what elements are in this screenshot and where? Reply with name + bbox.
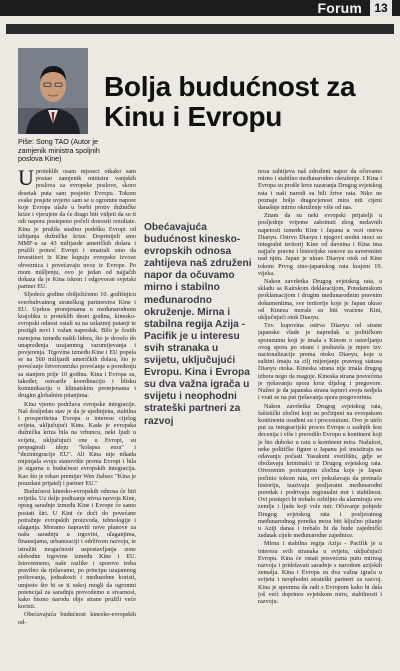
- paragraph: Mirna i stabilna regija Azija - Pacifik je u interesu svih stranaka u svijetu, uključujući Evropu. Kina će ostati posvećena putu mirnog razvoja i pridržavati saradnje s narodom azijskih zemalja. Kina i Evropa su dva važna igrača u svijetu i neophodni strateški partneri za razvoj. Kina je spremna da radi s Evropom kako bi dala još veći doprinos svjetskom miru, stabilnosti i razvoju.: [258, 540, 382, 605]
- article-column-1: [18, 168, 136, 664]
- paragraph: Obećavajuća budućnost kinesko-evropskih od-: [18, 611, 136, 626]
- paragraph: Nakon završetka Drugog svjetskog rata, fašistički zločini koji su počinjeni na evropskom kontinentu osuđeni su i procesuirani. Ovo je utrlo put za integracijski proces Evrope u zadnjih šest decenija i više i prerodilo Evropu u kontinent koji je bio duboko u ratu u kontinent mira. Nažalost, neke političke figure u Japanu još insistiraju na odavanju počasti Yasukuni svetilištu, gdje se obožavaju kriminalci iz Drugog svjetskog rata. Otvorenim poricanjem zločina koje je Japan počinio tokom rata, ovi pokušavaju da preinače historiju, izazivaju posljeratni međunarodni poredak i podrivaju regionalni mir i stabilnost. Ovi postupci bi trebalo ozbiljno da alarmiraju sve zemlje i ljude koji vole mir. Očuvanje pobjede Drugog svjetskog rata i posljeratnog međunarodnog poretka mora biti ključno pitanje u Aziji danas i trebalo bi da bude zajednički zadatak cijele međunarodne zajednice.: [258, 402, 382, 540]
- paragraph: nosa zahtijeva naš združeni napor da očuvamo mirno i stabilno međunarodno okruženje. I Kina i Evropa su prošle kroz razaranja Drugog svjetskog rata i naši narodi su bili žrtve rata. Niko ne poznaje bolje dragocjenost mira niti cijeni današnje mirno okruženje više od nas.: [258, 168, 382, 212]
- pull-quote: Obećavajuća budućnost kinesko-evropskih odnosa zahtijeva naš združeni napor da očuvamo mirno i stabilno međunarodno okruženje. Mirna i stabilna regija Azija - Pacifik je u interesu svih stranaka u svijetu, uključujući Evropu. Kina i Evropa su dva važna igrača u svijetu i neophodni strateški partneri za razvoj: [144, 222, 252, 427]
- paragraph: Tzv. kupovina ostrva Diaoyu od strane japanske vlade je napredak u političkom sporazumu koji je imala s Kinom o ostavljanju ovog spora po strani i poduzela je mjere tzv. nacionalizacije prema otoku Diaoyu, koje u suštini imaju za cilj mijenjanje pravnog statusa Diaoyu otoka. Kineska strana nije imala drugog izbora nego da reaguje. Kineska strana posvećena je rješavanju spora kroz dijalog i pregovore. Nužno je da japanska strana ispravi svoju nedjela i vrati se na put rješavanja spora pregovorima.: [258, 322, 382, 402]
- article-column-2: [258, 168, 382, 664]
- header-rule: [6, 24, 394, 34]
- author-portrait-icon: [18, 48, 88, 134]
- page-number: 13: [370, 0, 392, 16]
- paragraph: Sljedeće godine obilježićemo 10. godišnjicu sveobuhvatnog strateškog partnerstva Kine i EU. Uprkos promjenama u međunarodnom krajoliku u proteklih deset godina, kinesko-evropski odnosi ostali su na uzlaznoj putanji te postigli novi i važan napredak. Bilo je čestih razmjena između naših lidera, što je dovelo do unapređenja uzajamnog razumijevanja i povjerenja. Trgovina između Kine i EU popela se na 560 milijardi američkih dolara, što je povećanje četverostruko povećanje u poređenju sa stanjem prije 10 godina. Kina i Evropa su, također, ostvarile koordinaciju i blisku komunikaciju o klimatskim promjenama i drugim globalnim pitanjima.: [18, 291, 136, 400]
- author-photo: [18, 48, 88, 134]
- paragraph: Budućnost kinesko-evropskih odnosa će biti svijetla. Uz dalje podizanje nivoa razvoja Kine, opseg saradnje između Kine i Evrope će samo postati širi. U Kini će doći do povećane potražnje evropskih proizvoda, tehnologije i ulaganja. Moramo napraviti nove planove za našu saradnju u trgovini, ulaganjima, finansijama, urbanizaciji i održivom razvoju, te istražiti mogućnosti uspostavljanja zone slobodne trgovine između Kine i EU. Istovremeno, naše razlike i sporove treba pravilno da rješavamo, po principu uzajamnog poštovanja, jednakosti i međusobne koristi, umjesto što bi se ti uskoj mogli da ogromni potencijal za saradnju provodemo u stvarnost, kako bismo narodu obje strane pružili veće koristi.: [18, 487, 136, 611]
- paragraph: Kina vjerno podržava evropske integracije. Naš dosljedan stav je da je ujedinjena, stabilna i prosperitetna Evropa u interesu cijelog svijeta, uključujući Kinu. Kada je evropska dužnička kriza bila na vrhuncu, neki ljudi u svijetu, uključujući one u Evropi, su propagirali ideju "kolapsa eura" i "dezintegracije EU". Ali Kina nije nikada mijenjala svoju stanovište prema Evropi i bila je sigurna u budućnost evropskih integracija. Kao što je rekao premijer Wen Jiabao: "Kina je pouzdani prijatelj i partner EU.": [18, 400, 136, 487]
- paragraph: Nakon završetka Drugog svjetskog rata, u skladu sa Kairskom deklaracijom, Potsdamskom proklamacijom i drugim međunarodnim pravnim dokumentima, sve teritorije koje je Japan ukrao od Kineza morale su biti vraćene Kini, uključujući otok Diaoyu.: [258, 278, 382, 322]
- headline: Bolja budućnost za Kinu i Evropu: [104, 71, 356, 132]
- byline: Piše: Song TAO (Autor je zamjenik ministra spoljnih poslova Kine): [18, 137, 100, 164]
- drop-cap: U: [18, 168, 34, 190]
- paragraph: Uproteklih osam mjeseci otkako sam postao zamjenik ministra vanjskih poslova za evropske poslove, skoro desetak puta sam posjetio Evropu. Tokom svake posjete uvjerio sam se u ogromne napore koje Evropa ulaže u borbi protiv dužničke krize i vjerujem da će drago biti vidjeti da su ti odi napora postepeno počeli donositi rezultate. Kina je pružila snažnu podršku Evropi od izbijanja dužničke krize. Doprinijeli smo MMF-u sa 43 milijarde američkih dolara i pružili pomoć Evropi i smatrali smo da investitori iz Kine kupuju evropske izvoze obveznica i povećavaju uvoz iz Evrope. Po mom mišljenju, ovo je jedan od najjačih dokaza da je Kina iskren i odgovoran svjetski partner EU.: [18, 168, 136, 291]
- section-label: Forum: [317, 0, 362, 16]
- paragraph: Znam da su neki evropski prijatelji u posljednje vrijeme zabrinuti zbog nedavnih napetosti između Kine i Japana u vezi ostrva Diaoyu. Ostrvo Diaoyu i njegovi sredni otoci su integralni teritorij Kine od davnina i Kina ima najjače pravne i historijske osnove za suverenitet nad njim. Japan je ukrao Diaoyu otok od Kine tokom Prvog sino-japanskog rata krajem 19. vijeka.: [258, 212, 382, 277]
